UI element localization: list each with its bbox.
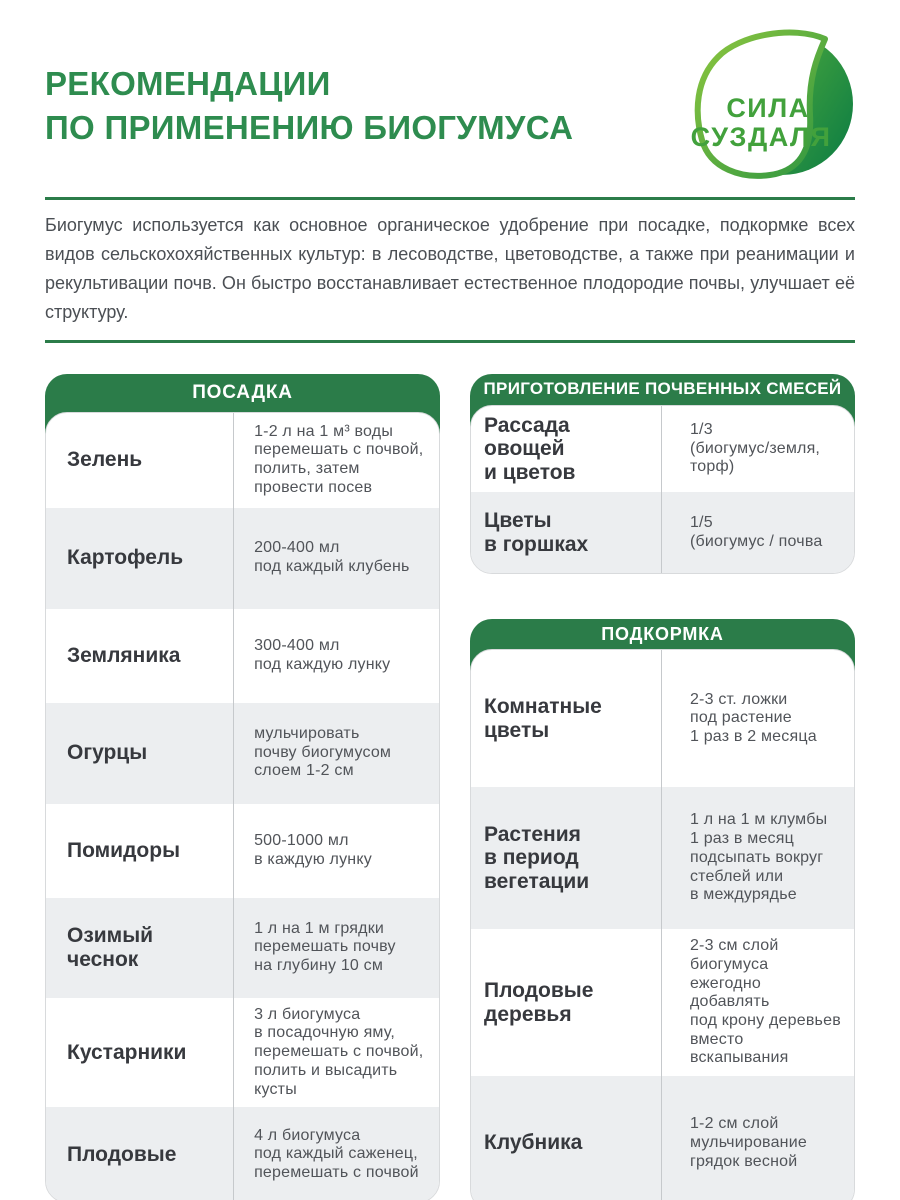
crop-dosage: 1-2 л на 1 м³ воды перемешать с почвой, полить, затем провести посев	[233, 413, 439, 508]
table-posadka-body	[45, 412, 440, 1200]
crop-dosage: 1 л на 1 м грядки перемешать почву на глубину 10 см	[233, 898, 439, 998]
crop-name: Земляника	[67, 643, 181, 667]
divider-bottom	[45, 340, 855, 343]
crop-dosage: 300-400 мл под каждую лунку	[233, 609, 439, 703]
brand-logo	[655, 28, 855, 180]
intro-paragraph: Биогумус используется как основное органическое удобрение при посадке, подкормке всех видов сельскохохяйственных культур: в лесоводстве, цветоводстве, а также при реанимации и рекультивации почв. Он быстро восстанавливает естественное плодородие почвы, улучшает её структуру.	[45, 215, 855, 323]
crop-name: Озимый чеснок	[67, 924, 154, 971]
crop-dosage: 4 л биогумуса под каждый саженец, перемешать с почвой	[233, 1107, 439, 1200]
table-row	[46, 998, 439, 1108]
page-title-line2: ПО ПРИМЕНЕНИЮ БИОГУМУСА	[45, 108, 574, 146]
plant-dosage: 1-2 см слой мульчирование грядок весной	[661, 1076, 854, 1200]
table-row	[46, 804, 439, 898]
table-smesi-body	[470, 405, 855, 575]
leaf-logo-icon	[655, 28, 855, 180]
logo-text-line2: СУЗДАЛЯ	[690, 122, 832, 152]
table-row	[46, 609, 439, 703]
table-row	[471, 787, 854, 929]
table-podkormka	[470, 619, 855, 1200]
plant-dosage: 2-3 ст. ложки под растение 1 раз в 2 месяца	[661, 650, 854, 787]
right-column	[470, 374, 855, 1200]
plant-name: Комнатные цветы	[484, 695, 602, 742]
crop-dosage: 3 л биогумуса в посадочную яму, перемешать с почвой, полить и высадить кусты	[233, 998, 439, 1108]
plant-name: Растения в период вегетации	[484, 822, 590, 893]
table-row	[471, 650, 854, 787]
plant-name: Клубника	[484, 1131, 583, 1155]
crop-dosage: 200-400 мл под каждый клубень	[233, 508, 439, 609]
page-title	[45, 62, 573, 149]
table-posadka	[45, 374, 440, 1200]
table-row	[46, 413, 439, 508]
crop-name: Зелень	[67, 448, 143, 472]
plant-name: Плодовые деревья	[484, 979, 594, 1026]
crop-name: Помидоры	[67, 838, 181, 862]
plant-dosage: 1 л на 1 м клумбы 1 раз в месяц подсыпать вокруг стеблей или в междурядье	[661, 787, 854, 929]
table-row	[46, 508, 439, 609]
page-title-line1: РЕКОМЕНДАЦИИ	[45, 65, 331, 102]
table-row	[46, 703, 439, 804]
crop-dosage: мульчировать почву биогумусом слоем 1-2 см	[233, 703, 439, 804]
crop-name: Плодовые	[67, 1142, 177, 1166]
table-row	[471, 406, 854, 493]
table-row	[46, 898, 439, 998]
mix-name: Цветы в горшках	[484, 509, 589, 556]
header	[45, 0, 855, 197]
table-smesi	[470, 374, 855, 575]
mix-name: Рассада овощей и цветов	[484, 413, 576, 484]
logo-text-line1: СИЛА	[726, 93, 810, 123]
crop-dosage: 500-1000 мл в каждую лунку	[233, 804, 439, 898]
divider-top	[45, 197, 855, 200]
table-podkormka-header: ПОДКОРМКА	[470, 619, 855, 673]
table-row	[46, 1107, 439, 1200]
table-row	[471, 1076, 854, 1200]
plant-dosage: 2-3 см слой биогумуса ежегодно добавлять под крону деревьев вместо вскапывания	[661, 929, 854, 1076]
crop-name: Огурцы	[67, 741, 148, 765]
mix-ratio: 1/5 (биогумус / почва	[661, 492, 854, 573]
mix-ratio: 1/3 (биогумус/земля, торф)	[661, 406, 854, 493]
tables-area	[45, 374, 855, 1200]
table-row	[471, 492, 854, 573]
table-posadka-header: ПОСАДКА	[45, 374, 440, 436]
crop-name: Кустарники	[67, 1040, 187, 1064]
table-row	[471, 929, 854, 1076]
crop-name: Картофель	[67, 546, 184, 570]
table-podkormka-body	[470, 649, 855, 1200]
table-smesi-header: ПРИГОТОВЛЕНИЕ ПОЧВЕННЫХ СМЕСЕЙ	[470, 374, 855, 429]
